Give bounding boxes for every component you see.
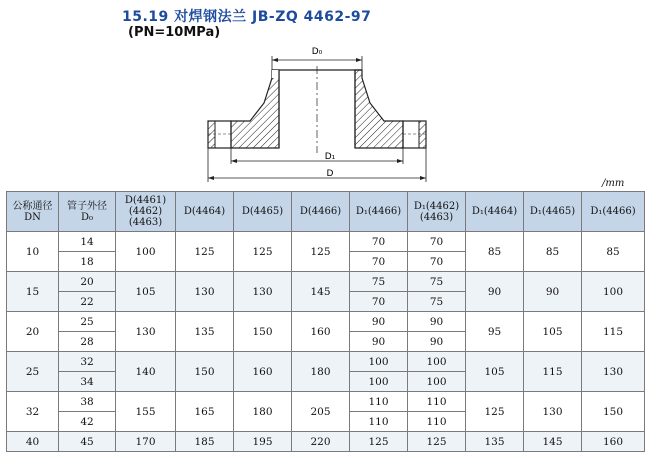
table-cell: 110 bbox=[350, 412, 408, 432]
table-cell: 130 bbox=[582, 352, 645, 392]
table-cell: 75 bbox=[408, 272, 466, 292]
table-cell: 110 bbox=[350, 392, 408, 412]
right-hub-section bbox=[355, 70, 403, 148]
table-cell: 160 bbox=[292, 312, 350, 352]
table-cell: 95 bbox=[466, 312, 524, 352]
table-cell: 160 bbox=[582, 432, 645, 452]
table-cell: 40 bbox=[7, 432, 59, 452]
table-cell: 70 bbox=[350, 292, 408, 312]
d-dimension bbox=[208, 148, 426, 182]
table-cell: 45 bbox=[59, 432, 116, 452]
table-cell: 125 bbox=[408, 432, 466, 452]
table-cell: 125 bbox=[292, 232, 350, 272]
table-cell: 165 bbox=[176, 392, 234, 432]
table-cell: 85 bbox=[466, 232, 524, 272]
column-header bbox=[350, 192, 408, 232]
column-header bbox=[466, 192, 524, 232]
table-cell: 90 bbox=[524, 272, 582, 312]
table-cell: 140 bbox=[116, 352, 176, 392]
table-cell: 145 bbox=[292, 272, 350, 312]
table-cell: 130 bbox=[116, 312, 176, 352]
column-header-line: D₀ bbox=[80, 211, 94, 223]
table-cell: 18 bbox=[59, 252, 116, 272]
column-header-line: D₁(4465) bbox=[529, 206, 576, 217]
column-header-line: D₁(4466) bbox=[590, 206, 636, 217]
table-row bbox=[7, 312, 645, 332]
table-cell: 34 bbox=[59, 372, 116, 392]
pressure-rating: (PN=10MPa) bbox=[128, 25, 221, 40]
column-header-line: (4463) bbox=[419, 211, 454, 223]
table-cell: 130 bbox=[234, 272, 292, 312]
flange-drawing bbox=[200, 38, 450, 184]
left-hub-section bbox=[231, 70, 279, 148]
column-header bbox=[582, 192, 645, 232]
table-cell: 170 bbox=[116, 432, 176, 452]
column-header-line: D(4465) bbox=[241, 206, 284, 217]
column-header bbox=[524, 192, 582, 232]
column-header-line: D(4464) bbox=[183, 206, 226, 217]
table-cell: 25 bbox=[7, 352, 59, 392]
left-bolt-hole bbox=[208, 121, 215, 148]
d-label: D bbox=[326, 169, 334, 179]
table-cell: 70 bbox=[408, 252, 466, 272]
table-cell: 90 bbox=[466, 272, 524, 312]
table-cell: 100 bbox=[350, 372, 408, 392]
table-cell: 20 bbox=[7, 312, 59, 352]
d0-label: D₀ bbox=[311, 47, 323, 57]
table-cell: 205 bbox=[292, 392, 350, 432]
table-row bbox=[7, 232, 645, 252]
table-cell: 150 bbox=[582, 392, 645, 432]
table-cell: 75 bbox=[350, 272, 408, 292]
table-cell: 100 bbox=[408, 372, 466, 392]
table-cell: 10 bbox=[7, 232, 59, 272]
column-header bbox=[59, 192, 116, 232]
table-header-row bbox=[7, 192, 645, 232]
table-cell: 90 bbox=[408, 332, 466, 352]
column-header-line: (4462) bbox=[128, 206, 163, 217]
table-cell: 150 bbox=[234, 312, 292, 352]
table-cell: 220 bbox=[292, 432, 350, 452]
table-cell: 105 bbox=[466, 352, 524, 392]
table-cell: 75 bbox=[408, 292, 466, 312]
table-cell: 115 bbox=[524, 352, 582, 392]
column-header-line: DN bbox=[24, 211, 41, 223]
table-cell: 130 bbox=[176, 272, 234, 312]
table-cell: 105 bbox=[524, 312, 582, 352]
table-cell: 100 bbox=[582, 272, 645, 312]
column-header-line: 公称通径 bbox=[12, 200, 53, 212]
table-cell: 28 bbox=[59, 332, 116, 352]
table-cell: 125 bbox=[234, 232, 292, 272]
table-cell: 110 bbox=[408, 392, 466, 412]
column-header-line: D(4466) bbox=[299, 206, 342, 217]
d1-label: D₁ bbox=[324, 152, 336, 162]
table-cell: 90 bbox=[350, 312, 408, 332]
table-cell: 130 bbox=[524, 392, 582, 432]
table-cell: 20 bbox=[59, 272, 116, 292]
column-header bbox=[234, 192, 292, 232]
table-cell: 180 bbox=[292, 352, 350, 392]
table-cell: 14 bbox=[59, 232, 116, 252]
table-cell: 105 bbox=[116, 272, 176, 312]
table-cell: 90 bbox=[350, 332, 408, 352]
table-cell: 125 bbox=[466, 392, 524, 432]
table-cell: 100 bbox=[408, 352, 466, 372]
table-row bbox=[7, 272, 645, 292]
table-row bbox=[7, 432, 645, 452]
table-cell: 25 bbox=[59, 312, 116, 332]
page-title: 15.19 对焊钢法兰 JB-ZQ 4462-97 bbox=[122, 9, 372, 25]
table-cell: 110 bbox=[408, 412, 466, 432]
table-cell: 100 bbox=[116, 232, 176, 272]
table-cell: 135 bbox=[176, 312, 234, 352]
column-header-line: D₁(4466) bbox=[355, 206, 402, 217]
table-cell: 70 bbox=[408, 232, 466, 252]
column-header bbox=[292, 192, 350, 232]
table-cell: 100 bbox=[350, 352, 408, 372]
column-header-line: D₁(4464) bbox=[471, 206, 518, 217]
table-cell: 145 bbox=[524, 432, 582, 452]
table-cell: 160 bbox=[234, 352, 292, 392]
table-cell: 90 bbox=[408, 312, 466, 332]
table-cell: 32 bbox=[59, 352, 116, 372]
table-cell: 195 bbox=[234, 432, 292, 452]
table-cell: 125 bbox=[176, 232, 234, 272]
column-header-line: D(4461) bbox=[124, 195, 167, 206]
unit-label: /mm bbox=[602, 178, 625, 189]
table-cell: 70 bbox=[350, 232, 408, 252]
table-cell: 155 bbox=[116, 392, 176, 432]
table-cell: 85 bbox=[524, 232, 582, 272]
column-header-line: 管子外径 bbox=[67, 200, 107, 212]
table-row bbox=[7, 352, 645, 372]
column-header-line: (4463) bbox=[128, 217, 163, 228]
column-header bbox=[116, 192, 176, 232]
table-cell: 85 bbox=[582, 232, 645, 272]
table-cell: 42 bbox=[59, 412, 116, 432]
column-header bbox=[408, 192, 466, 232]
table-cell: 150 bbox=[176, 352, 234, 392]
table-cell: 22 bbox=[59, 292, 116, 312]
table-cell: 32 bbox=[7, 392, 59, 432]
table-cell: 125 bbox=[350, 432, 408, 452]
table-cell: 180 bbox=[234, 392, 292, 432]
column-header bbox=[176, 192, 234, 232]
column-header-line: D₁(4462) bbox=[413, 200, 460, 212]
table-cell: 70 bbox=[350, 252, 408, 272]
table-row bbox=[7, 392, 645, 412]
flange-dimension-table bbox=[6, 191, 645, 452]
table-cell: 185 bbox=[176, 432, 234, 452]
table-cell: 135 bbox=[466, 432, 524, 452]
table-cell: 38 bbox=[59, 392, 116, 412]
table-cell: 115 bbox=[582, 312, 645, 352]
table-cell: 15 bbox=[7, 272, 59, 312]
right-bolt-hole bbox=[419, 121, 426, 148]
column-header bbox=[7, 192, 59, 232]
